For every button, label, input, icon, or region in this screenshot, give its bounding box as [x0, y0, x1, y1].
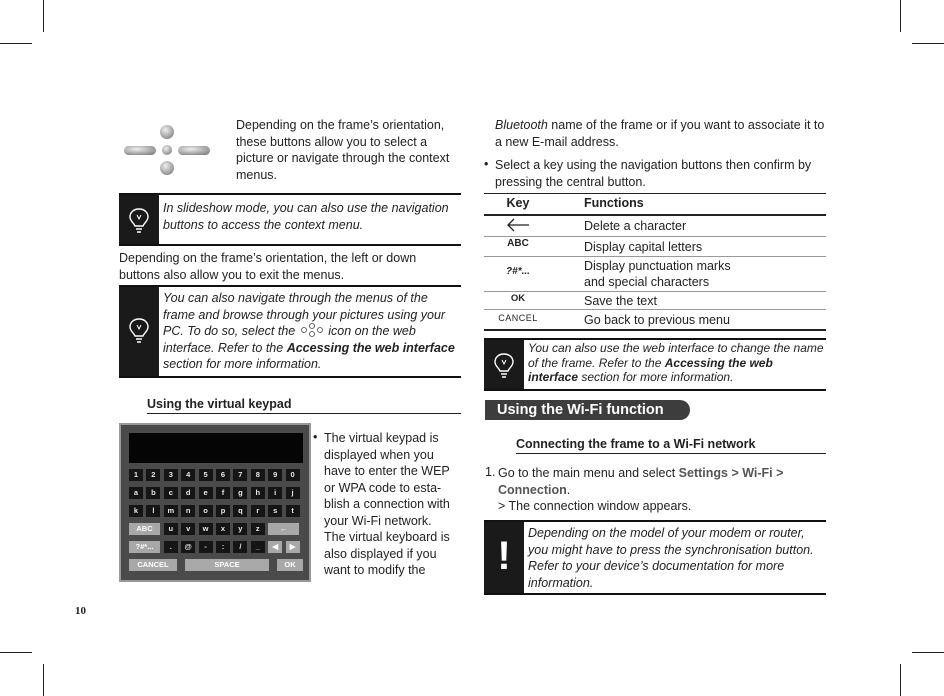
- keypad-key[interactable]: :: [216, 541, 230, 553]
- keypad-key[interactable]: l: [146, 505, 160, 517]
- virtual-keypad: [119, 423, 311, 582]
- exclamation-icon: !: [497, 534, 511, 578]
- tip-box: [119, 193, 461, 246]
- keypad-key[interactable]: n: [181, 505, 195, 517]
- step-text-part: .: [566, 482, 571, 497]
- keypad-key[interactable]: d: [181, 487, 195, 499]
- warning-box: [484, 520, 826, 595]
- function-label: and special characters: [584, 275, 710, 289]
- table-row: [484, 292, 826, 310]
- keypad-key[interactable]: v: [181, 523, 195, 535]
- bluetooth-text: [495, 117, 825, 150]
- crop-mark: [0, 43, 32, 44]
- keypad-key[interactable]: z: [251, 523, 265, 535]
- crop-mark: [900, 664, 901, 696]
- bluetooth-rest: name of the frame or if you want to associate it to a new E-mail address.: [495, 118, 825, 149]
- keypad-key[interactable]: 8: [251, 469, 265, 481]
- section-title: Using the virtual keypad: [147, 397, 292, 411]
- navigation-buttons-icon: [120, 122, 215, 178]
- subsection-rule: [516, 453, 826, 454]
- tip-text: [163, 290, 459, 373]
- keypad-key[interactable]: ▶: [286, 541, 300, 553]
- exit-menus-text: Depending on the frame’s orientation, the left or down buttons also allow you to exit the menus.: [119, 251, 417, 282]
- tip-bar: [119, 195, 159, 244]
- table-row: [484, 310, 826, 331]
- keypad-key[interactable]: 0: [286, 469, 300, 481]
- crop-mark: [912, 652, 944, 653]
- keypad-key[interactable]: e: [199, 487, 213, 499]
- bluetooth-word: Bluetooth: [495, 118, 548, 132]
- lightbulb-icon: [127, 317, 151, 343]
- keypad-key[interactable]: q: [233, 505, 247, 517]
- keypad-key[interactable]: .: [164, 541, 178, 553]
- crop-mark: [43, 664, 44, 696]
- keypad-key[interactable]: ?#*...: [129, 541, 160, 553]
- crop-mark: [0, 652, 32, 653]
- keypad-key[interactable]: 2: [146, 469, 160, 481]
- tip-bar: [119, 287, 159, 376]
- keypad-key[interactable]: b: [146, 487, 160, 499]
- keypad-key[interactable]: 9: [268, 469, 282, 481]
- keypad-key[interactable]: y: [233, 523, 247, 535]
- keypad-key[interactable]: w: [199, 523, 213, 535]
- crop-mark: [900, 0, 901, 32]
- keypad-key[interactable]: SPACE: [185, 559, 269, 571]
- keypad-key[interactable]: j: [286, 487, 300, 499]
- tip-link: Accessing the web interface: [528, 355, 773, 384]
- header-functions: Functions: [584, 196, 644, 210]
- keypad-key[interactable]: h: [251, 487, 265, 499]
- tip-text: [528, 341, 824, 385]
- tip-text-part: section for more information.: [581, 370, 734, 384]
- function-label: Save the text: [584, 294, 657, 308]
- table-row: [484, 216, 826, 237]
- key-label: OK: [510, 293, 526, 304]
- keypad-key[interactable]: f: [216, 487, 230, 499]
- lightbulb-icon: [492, 352, 516, 378]
- tip-box: [484, 338, 826, 391]
- navigation-cross-icon: [299, 323, 325, 337]
- section-rule: [147, 413, 461, 414]
- tip-link: Accessing the web interface: [286, 340, 455, 355]
- keypad-key[interactable]: x: [216, 523, 230, 535]
- bullet: •: [313, 430, 318, 444]
- nav-buttons-text: Depending on the frame’s orientation, these buttons allow you to select a picture or navigate through the context menus.: [236, 118, 450, 182]
- keypad-key[interactable]: 4: [181, 469, 195, 481]
- keypad-key[interactable]: ABC: [129, 523, 160, 535]
- keypad-key[interactable]: 1: [129, 469, 143, 481]
- table-header: [484, 193, 826, 216]
- warning-text: Depending on the model of your modem or router, you might have to press the synchronisation button. Refer to your device’s documentation for more information.: [528, 526, 814, 590]
- tip-text: In slideshow mode, you can also use the navigation buttons to access the context menu.: [163, 201, 449, 232]
- function-label: Go back to previous menu: [584, 313, 730, 327]
- tip-bar: [484, 340, 524, 389]
- keypad-key[interactable]: -: [199, 541, 213, 553]
- keypad-key[interactable]: o: [199, 505, 213, 517]
- backspace-icon: [484, 217, 552, 236]
- subsection-title: Connecting the frame to a Wi-Fi network: [516, 437, 756, 451]
- keypad-key[interactable]: a: [129, 487, 143, 499]
- keypad-key[interactable]: g: [233, 487, 247, 499]
- select-key-text: Select a key using the navigation buttons then confirm by pressing the central button.: [495, 158, 812, 189]
- keypad-key[interactable]: ←: [268, 523, 299, 535]
- keypad-key[interactable]: i: [268, 487, 282, 499]
- step-number: 1.: [485, 465, 496, 479]
- page-number: 10: [75, 605, 86, 617]
- key-label: ABC: [507, 238, 529, 249]
- tip-text-part: section for more information.: [163, 357, 322, 371]
- keypad-key[interactable]: c: [164, 487, 178, 499]
- menu-path: Settings > Wi-Fi > Connection: [498, 466, 784, 497]
- table-row: [484, 237, 826, 257]
- keypad-key[interactable]: 3: [164, 469, 178, 481]
- keypad-key[interactable]: u: [164, 523, 178, 535]
- table-row: [484, 257, 826, 292]
- function-label: Display capital letters: [584, 240, 703, 254]
- tip-box: [119, 285, 461, 378]
- tip-text-part: icon on the web interface. Refer to the: [163, 324, 416, 355]
- keypad-key[interactable]: CANCEL: [129, 559, 177, 571]
- step-text: [498, 465, 818, 498]
- keypad-key[interactable]: @: [181, 541, 195, 553]
- step-text-part: Go to the main menu and select: [498, 466, 676, 480]
- warning-bar: [484, 522, 524, 593]
- header-key: Key: [506, 196, 530, 210]
- keypad-key[interactable]: s: [268, 505, 282, 517]
- crop-mark: [912, 43, 944, 44]
- keypad-key[interactable]: m: [164, 505, 178, 517]
- keypad-key[interactable]: 7: [233, 469, 247, 481]
- lightbulb-icon: [127, 207, 151, 233]
- keypad-key[interactable]: /: [233, 541, 247, 553]
- tip-text-part: You can also navigate through the menus of the frame and browse through your pictures using your PC. To do so, select the: [163, 291, 446, 338]
- wifi-section-banner: Using the Wi-Fi function: [485, 400, 690, 420]
- keypad-key[interactable]: 5: [199, 469, 213, 481]
- keypad-key[interactable]: _: [251, 541, 265, 553]
- crop-mark: [43, 0, 44, 32]
- keypad-key[interactable]: k: [129, 505, 143, 517]
- keypad-key[interactable]: t: [286, 505, 300, 517]
- function-label: Delete a character: [584, 219, 687, 233]
- function-label: Display punctuation marks: [584, 259, 731, 273]
- key-functions-table: [484, 193, 826, 331]
- tip-text-part: You can also use the web interface to change the name of the frame. Refer to the: [528, 341, 824, 370]
- keypad-description: The virtual keypad is displayed when you have to enter the WEP or WPA code to esta-blish a connection with your Wi-Fi network. The virtual keyboard is also displayed if you want to modify the: [324, 431, 450, 577]
- bullet: •: [484, 157, 489, 171]
- keypad-key[interactable]: p: [216, 505, 230, 517]
- keypad-key[interactable]: ◀: [268, 541, 282, 553]
- keypad-key[interactable]: 6: [216, 469, 230, 481]
- keypad-key[interactable]: r: [251, 505, 265, 517]
- step-result: > The connection window appears.: [498, 499, 692, 513]
- keypad-screen: [129, 433, 303, 463]
- key-label: ?#*...: [506, 266, 530, 277]
- keypad-key[interactable]: OK: [277, 559, 303, 571]
- key-label: CANCEL: [498, 313, 538, 323]
